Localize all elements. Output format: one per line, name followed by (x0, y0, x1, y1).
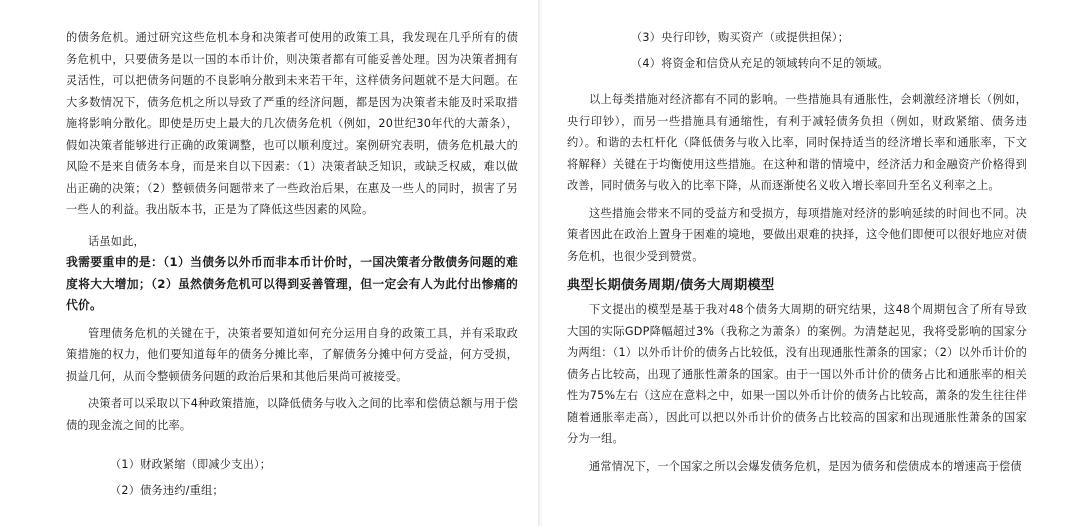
list-item: （4）将资金和信贷从充足的领域转向不足的领域。 (631, 56, 889, 70)
list-item: （2）债务违约/重组； (110, 483, 224, 497)
left-page (0, 0, 538, 526)
left-paragraph-3: 管理债务危机的关键在于，决策者要知道如何充分运用自身的政策工具，并有采取政策措施的权力，他们要知道每年的债务分摊比率，了解债务分摊中何方受益，何方受损，损益几何，从而令整顿债务问题的政治后果和其他后果尚可被接受。 (66, 326, 518, 383)
left-paragraph-1: 的债务危机。通过研究这些危机本身和决策者可使用的政策工具，我发现在几乎所有的债务危机中，只要债务是以一国的本币计价，则决策者都有可能妥善处理。因为决策者拥有灵活性，可以把债务问题的不良影响分散到未来若干年，这样债务问题就不是大问题。在大多数情况下，债务危机之所以导致了严重的经济问题，都是因为决策者未能及时采取措施将影响分散化。即使是历史上最大的几次债务危机（例如，20世纪30年代的大萧条），假如决策者能够进行正确的政策调整，也可以顺利度过。案例研究表明，债务危机最大的风险不是来自债务本身，而是来自以下因素：（1）决策者缺乏知识，或缺乏权威，难以做出正确的决策；（2）整顿债务问题带来了一些政治后果，在惠及一些人的同时，损害了另一些人的利益。我出版本书，正是为了降低这些因素的风险。 (66, 31, 518, 216)
right-paragraph-1: 以上每类措施对经济都有不同的影响。一些措施具有通胀性，会刺激经济增长（例如，央行印钞），而另一些措施具有通缩性，有利于减轻债务负担（例如，财政紧缩、债务违约）。和谐的去杠杆化（降低债务与收入比率，同时保持适当的经济增长率和通胀率，下文将解释）关键在于均衡使用这些措施。在这种和谐的情境中，经济活力和金融资产价格得到改善，同时债务与收入的比率下降，从而逐渐使名义收入增长率回升至名义利率之上。 (567, 93, 1027, 192)
right-paragraph-3: 下文提出的模型是基于我对48个债务大周期的研究结果，这48个周期包含了所有导致大国的实际GDP降幅超过3%（我称之为萧条）的案例。为清楚起见，我将受影响的国家分为两组：（1）以外币计价的债务占比较低，没有出现通胀性萧条的国家；（2）以外币计价的债务占比较高，出现了通胀性萧条的国家。由于一国以外币计价的债务占比和通胀率的相关性为75%左右（这应在意料之中，如果一国以外币计价的债务占比较高，萧条的发生往往伴随着通胀率走高），因此可以把以外币计价的债务占比较高的国家和出现通胀性萧条的国家分为一组。 (567, 303, 1027, 445)
right-page-content (567, 27, 1027, 477)
list-item: （1）财政紧缩（即减少支出）； (110, 458, 272, 471)
right-paragraph-4: 通常情况下，一个国家之所以会爆发债务危机，是因为债务和偿债成本的增速高于偿债 (589, 459, 1022, 473)
left-paragraph-4: 决策者可以采取以下4种政策措施，以降低债务与收入之间的比率和偿债总额与用于偿债的现金流之间的比率。 (66, 397, 518, 432)
left-paragraph-2: 话虽如此， (88, 234, 145, 248)
left-paragraph-bold: 我需要重申的是：（1）当债务以外币而非本币计价时，一国决策者分散债务问题的难度将大大增加；（2）虽然债务危机可以得到妥善管理，但一定会有人为此付出惨痛的代价。 (66, 255, 518, 312)
right-page (543, 0, 1080, 526)
left-page-content (66, 27, 518, 501)
list-item: （3）央行印钞，购买资产（或提供担保）； (631, 31, 850, 44)
right-paragraph-2: 这些措施会带来不同的受益方和受损方，每项措施对经济的影响延续的时间也不同。决策者因此在政治上置身于困难的境地，要做出艰难的抉择，这令他们即便可以很好地应对债务危机，也很少受到赞赏。 (567, 206, 1027, 263)
section-heading: 典型长期债务周期/债务大周期模型 (567, 278, 775, 293)
